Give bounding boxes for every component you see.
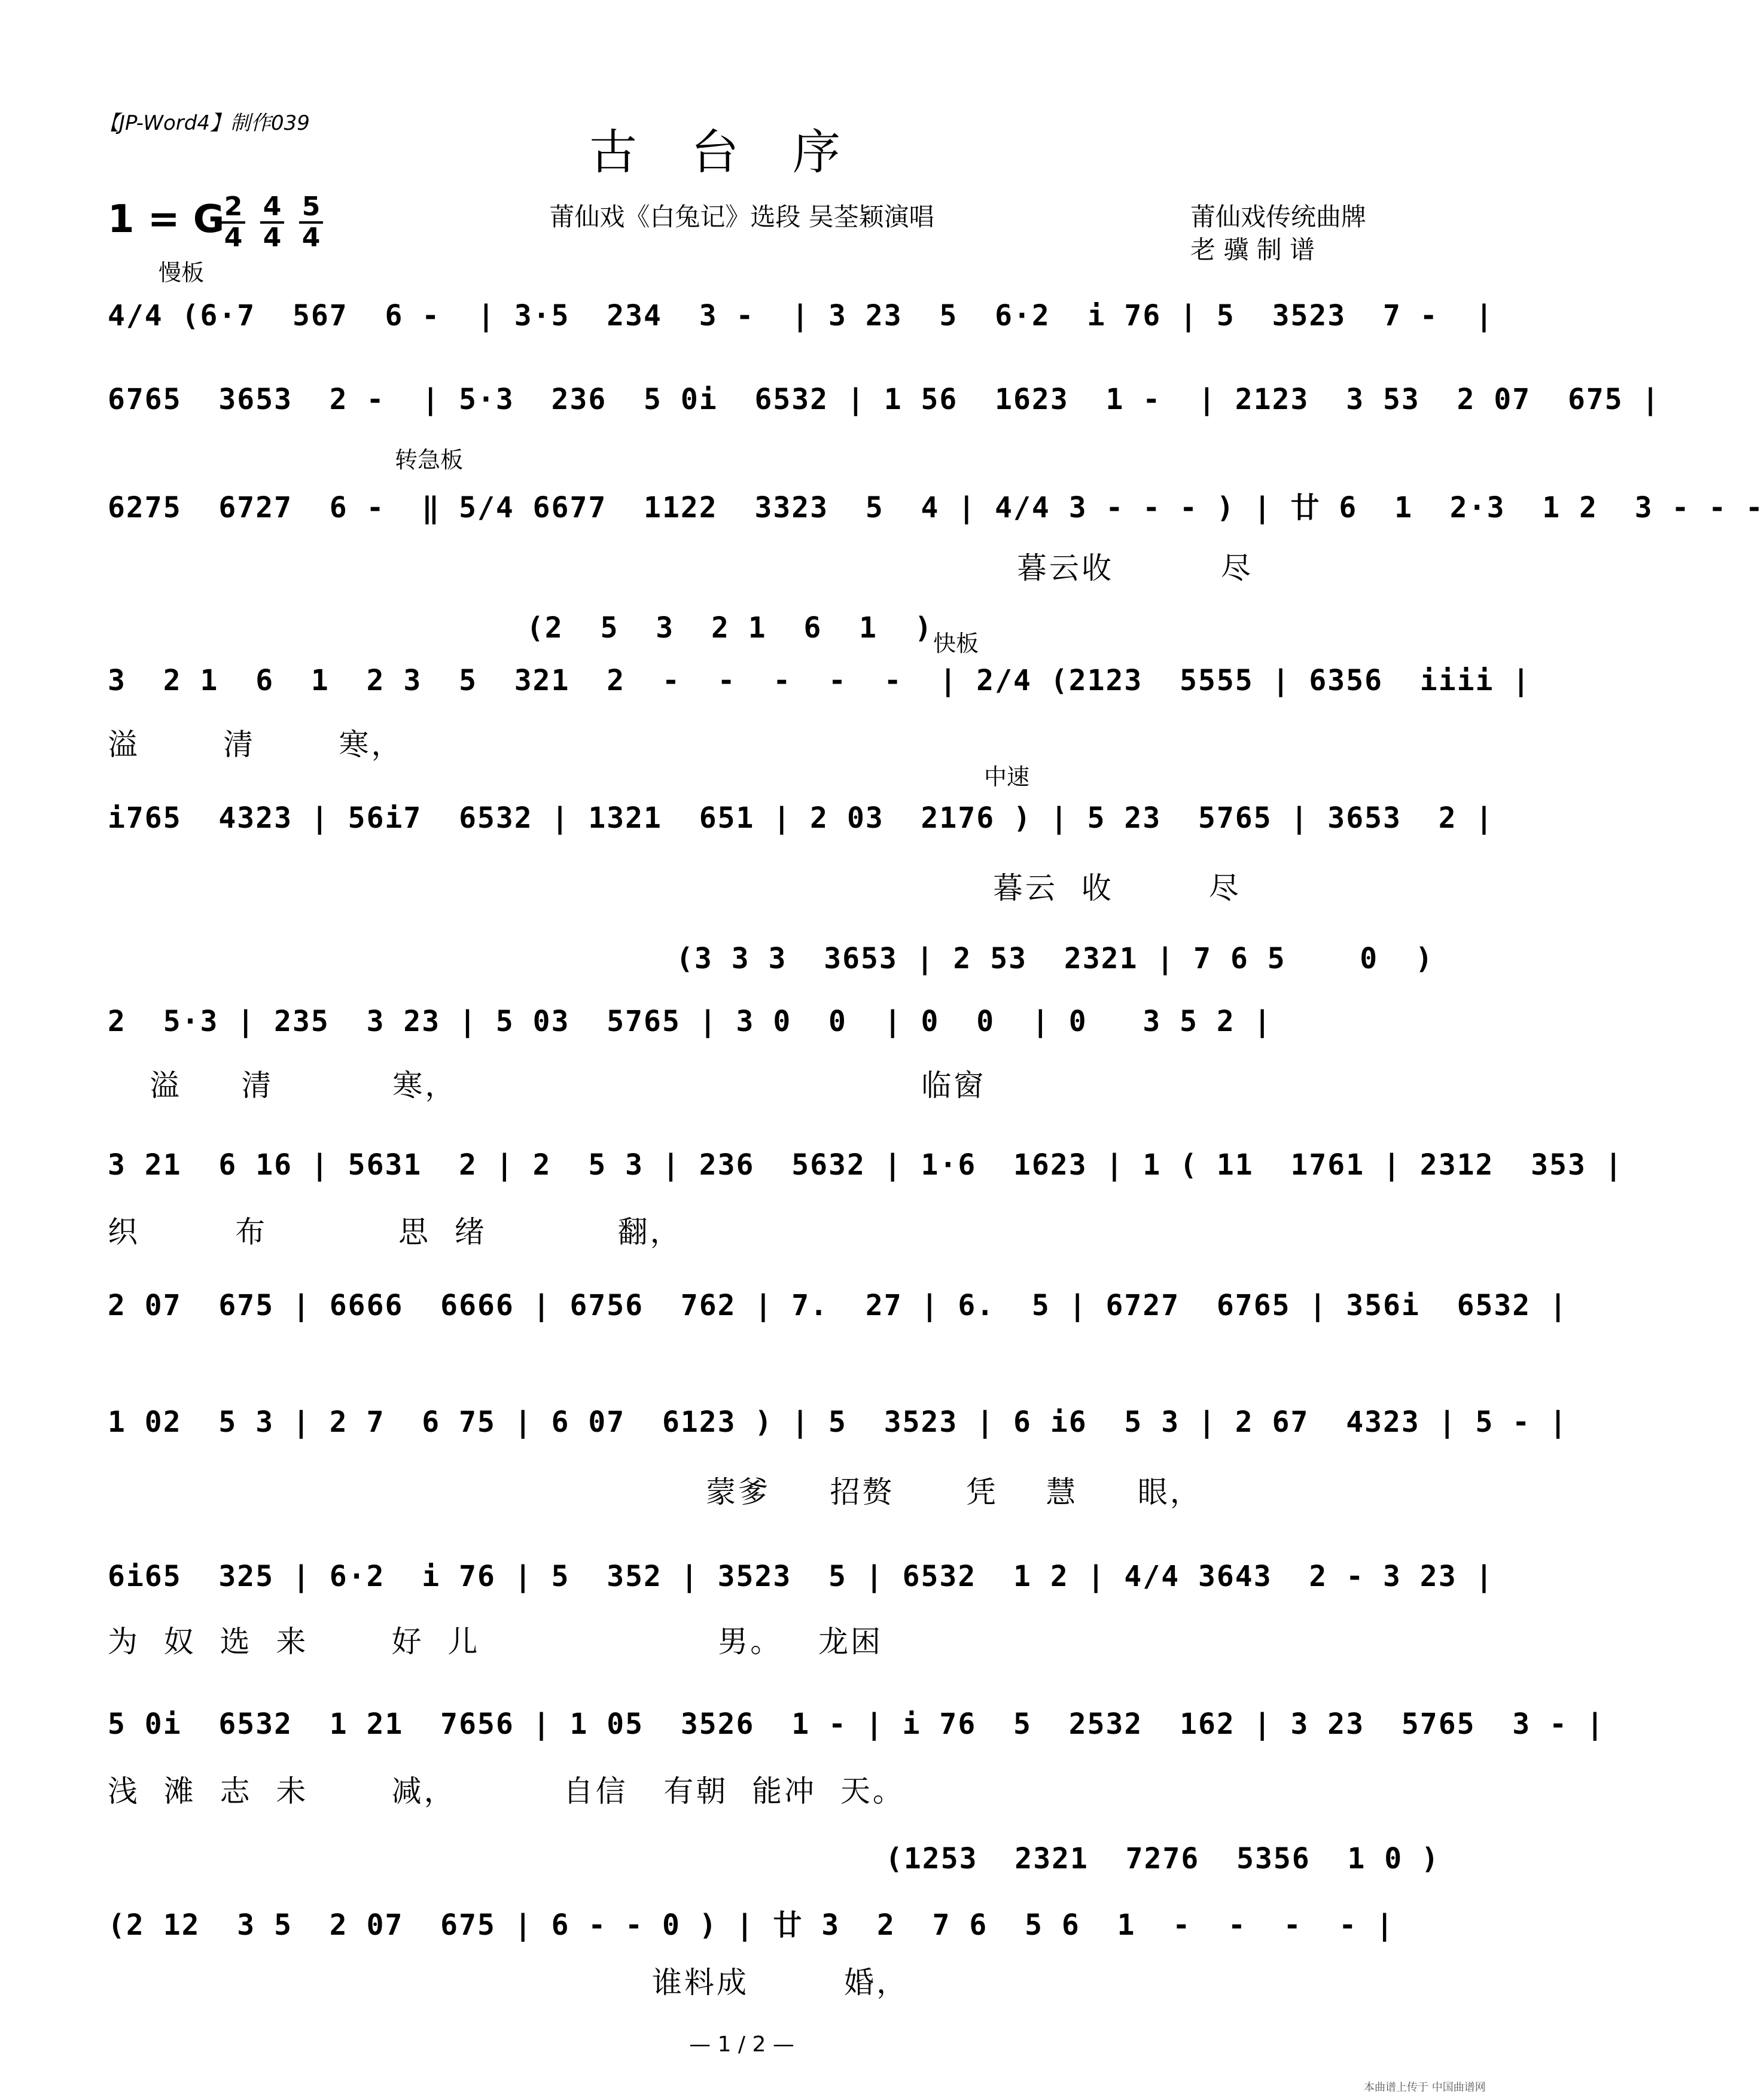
instrumental-overlay: (1253 2321 7276 5356 1 0 ) [885,1842,1440,1876]
attribution-genre: 莆仙戏传统曲牌 [1190,202,1367,231]
instrumental-overlay: (3 3 3 3653 | 2 53 2321 | 7 6 5 0 ) [676,942,1434,975]
lyric-line: 溢 清 寒， 临窗 [150,1068,986,1103]
time-signature-2-4: 2 4 [221,193,245,252]
lyric-line: 为 奴 选 来 好 儿 男。 龙困 [108,1624,883,1659]
page-title: 古台序 [589,124,894,180]
credit-line: 【JP-Word4】制作039 [99,111,310,135]
notation-line: 2 07 675 | 6666 6666 | 6756 762 | 7. 27 | 6. 5 | 6727 6765 | 356i 6532 | [108,1289,1568,1322]
time-signature-5-4: 5 4 [299,193,323,252]
tempo-mark-fast-slow: 转急板 [395,447,464,473]
lyric-line: 浅 滩 志 未 减， 自信 有朝 能冲 天。 [108,1774,905,1809]
notation-line: 6i65 325 | 6·2 i 76 | 5 352 | 3523 5 | 6532 1 2 | 4/4 3643 2 - 3 23 | [108,1560,1494,1593]
notation-line: i765 4323 | 56i7 6532 | 1321 651 | 2 03 2176 ) | 5 23 5765 | 3653 2 | [108,801,1494,835]
lyric-line: 蒙爹 招赘 凭 慧 眼， [706,1475,1202,1510]
attribution-arranger: 老 骥 制 谱 [1190,235,1315,264]
tempo-mark-fast: 快板 [933,630,979,657]
subtitle: 莆仙戏《白兔记》选段 吴荃颖演唱 [549,202,934,231]
time-signature-4-4: 4 4 [260,193,284,252]
notation-line: 6275 6727 6 - ‖ 5/4 6677 1122 3323 5 4 | 4/4 3 - - - ) | 廿 6 1 2·3 1 2 3 - - - [108,491,1764,524]
lyric-line: 谁料成 婚， [652,1965,909,2000]
site-stamp: 本曲谱上传于 中国曲谱网 [1364,2081,1486,2094]
notation-line: 2 5·3 | 235 3 23 | 5 03 5765 | 3 0 0 | 0 0 | 0 3 5 2 | [108,1005,1272,1038]
tempo-mark-slow: 慢板 [159,260,205,286]
notation-line: (2 12 3 5 2 07 675 | 6 - - 0 ) | 廿 3 2 7 6 5 6 1 - - - - | [108,1908,1395,1942]
notation-line: 5 0i 6532 1 21 7656 | 1 05 3526 1 - | i 76 5 2532 162 | 3 23 5765 3 - | [108,1707,1605,1741]
notation-line: 4/4 (6·7 567 6 - | 3·5 234 3 - | 3 23 5 6·2 i 76 | 5 3523 7 - | [108,299,1494,333]
page-number: — 1 / 2 — [689,2032,794,2057]
notation-line: 3 21 6 16 | 5631 2 | 2 5 3 | 236 5632 | 1·6 1623 | 1 ( 11 1761 | 2312 353 | [108,1148,1623,1182]
notation-line: 1 02 5 3 | 2 7 6 75 | 6 07 6123 ) | 5 3523 | 6 i6 5 3 | 2 67 4323 | 5 - | [108,1405,1568,1439]
notation-line: 6765 3653 2 - | 5·3 236 5 0i 6532 | 1 56 1623 1 - | 2123 3 53 2 07 675 | [108,383,1661,416]
lyric-line: 暮云收 尽 [1017,551,1254,586]
instrumental-overlay: (2 5 3 2 1 6 1 ) [526,611,933,645]
lyric-line: 暮云 收 尽 [993,871,1241,905]
lyric-line: 溢 清 寒， [108,727,404,762]
notation-line: 3 2 1 6 1 2 3 5 321 2 - - - - - | 2/4 (2123 5555 | 6356 iiii | [108,664,1531,697]
key-signature: 1 = G [108,197,225,242]
tempo-mark-medium: 中速 [984,764,1030,790]
lyric-line: 织 布 思 绪 翻， [108,1215,683,1249]
